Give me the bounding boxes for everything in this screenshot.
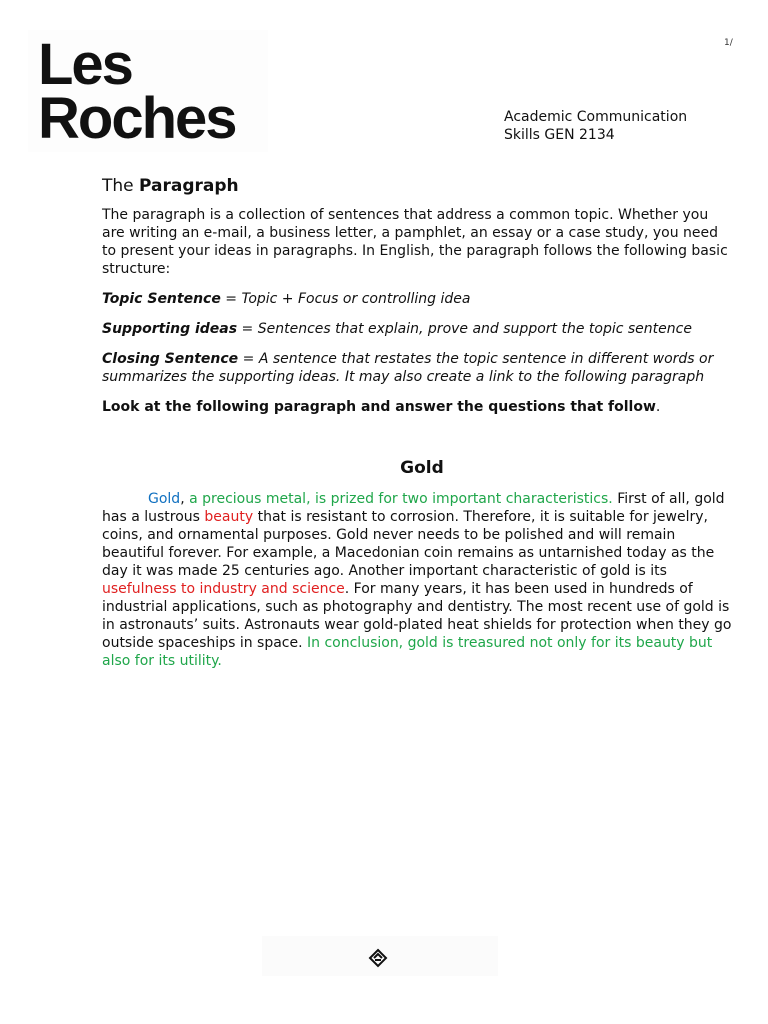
gold-text-1: First of all, gold has a lustrous: [102, 491, 725, 525]
definition-text: Sentences that explain, prove and support the topic sentence: [257, 321, 692, 337]
gold-topic-word: Gold: [148, 491, 181, 507]
definition-term: Topic Sentence: [102, 291, 221, 307]
logo-line-les: Les: [38, 32, 132, 97]
gold-topic-sentence: a precious metal, is prized for two important characteristics.: [184, 491, 613, 507]
definition-text: Topic + Focus or controlling idea: [241, 291, 471, 307]
instruction-text: [102, 398, 732, 416]
definition-term: Closing Sentence: [102, 351, 239, 367]
les-roches-logo: [28, 30, 268, 152]
instruction-main: Look at the following paragraph and answer the questions that follow: [102, 399, 656, 415]
instruction-period: .: [655, 399, 661, 415]
document-body: [102, 174, 732, 670]
logo-line-roches: Roches: [38, 86, 236, 151]
course-title-line2: Skills GEN 2134: [504, 127, 615, 143]
gold-closing-sentence: In conclusion, gold is treasured not only for its beauty but also for its utility.: [102, 635, 713, 669]
page-heading: [102, 174, 732, 198]
definition-term: Supporting ideas: [102, 321, 238, 337]
definition-supporting-ideas: [102, 320, 732, 338]
gold-focus-beauty: beauty: [204, 509, 254, 525]
definition-topic-sentence: [102, 290, 732, 308]
definition-text: A sentence that restates the topic sentence in different words or summarizes the supporting ideas. It may also create a link to the following paragraph: [102, 351, 714, 385]
scribd-diamond-icon[interactable]: [368, 948, 388, 968]
gold-text-comma: ,: [180, 491, 185, 507]
definition-closing-sentence: [102, 350, 732, 386]
page-number: 1/: [724, 38, 733, 48]
heading-bold: Paragraph: [139, 176, 239, 196]
gold-title: Gold: [400, 458, 444, 478]
course-title-line1: Academic Communication: [504, 109, 688, 125]
gold-focus-usefulness: usefulness to industry and science: [102, 581, 345, 597]
intro-paragraph: The paragraph is a collection of sentences that address a common topic. Whether you are writing an e-mail, a business letter, a pamphlet, an essay or a case study, you need to present your ideas in paragraphs. In English, the paragraph follows the following basic structure:: [102, 207, 728, 277]
heading-prefix: The: [102, 176, 140, 196]
definition-separator: =: [237, 321, 258, 337]
definition-separator: =: [238, 351, 259, 367]
gold-text-3: . For many years, it has been used in hundreds of industrial applications, such as photography and dentistry. The most recent use of gold is in astronauts’ suits. Astronauts wear gold-plated heat shields for protection when they go outside spaceships in space.: [102, 581, 732, 651]
gold-paragraph: [102, 490, 732, 670]
definition-separator: =: [220, 291, 242, 307]
course-title: [504, 108, 734, 144]
gold-text-2: that is resistant to corrosion. Therefore, it is suitable for jewelry, coins, and ornamental purposes. Gold never needs to be polished and will remain beautiful forever. For example, a Macedonian coin remains as untarnished today as the day it was made 25 centuries ago. Another important characteristic of gold is its: [102, 509, 715, 579]
